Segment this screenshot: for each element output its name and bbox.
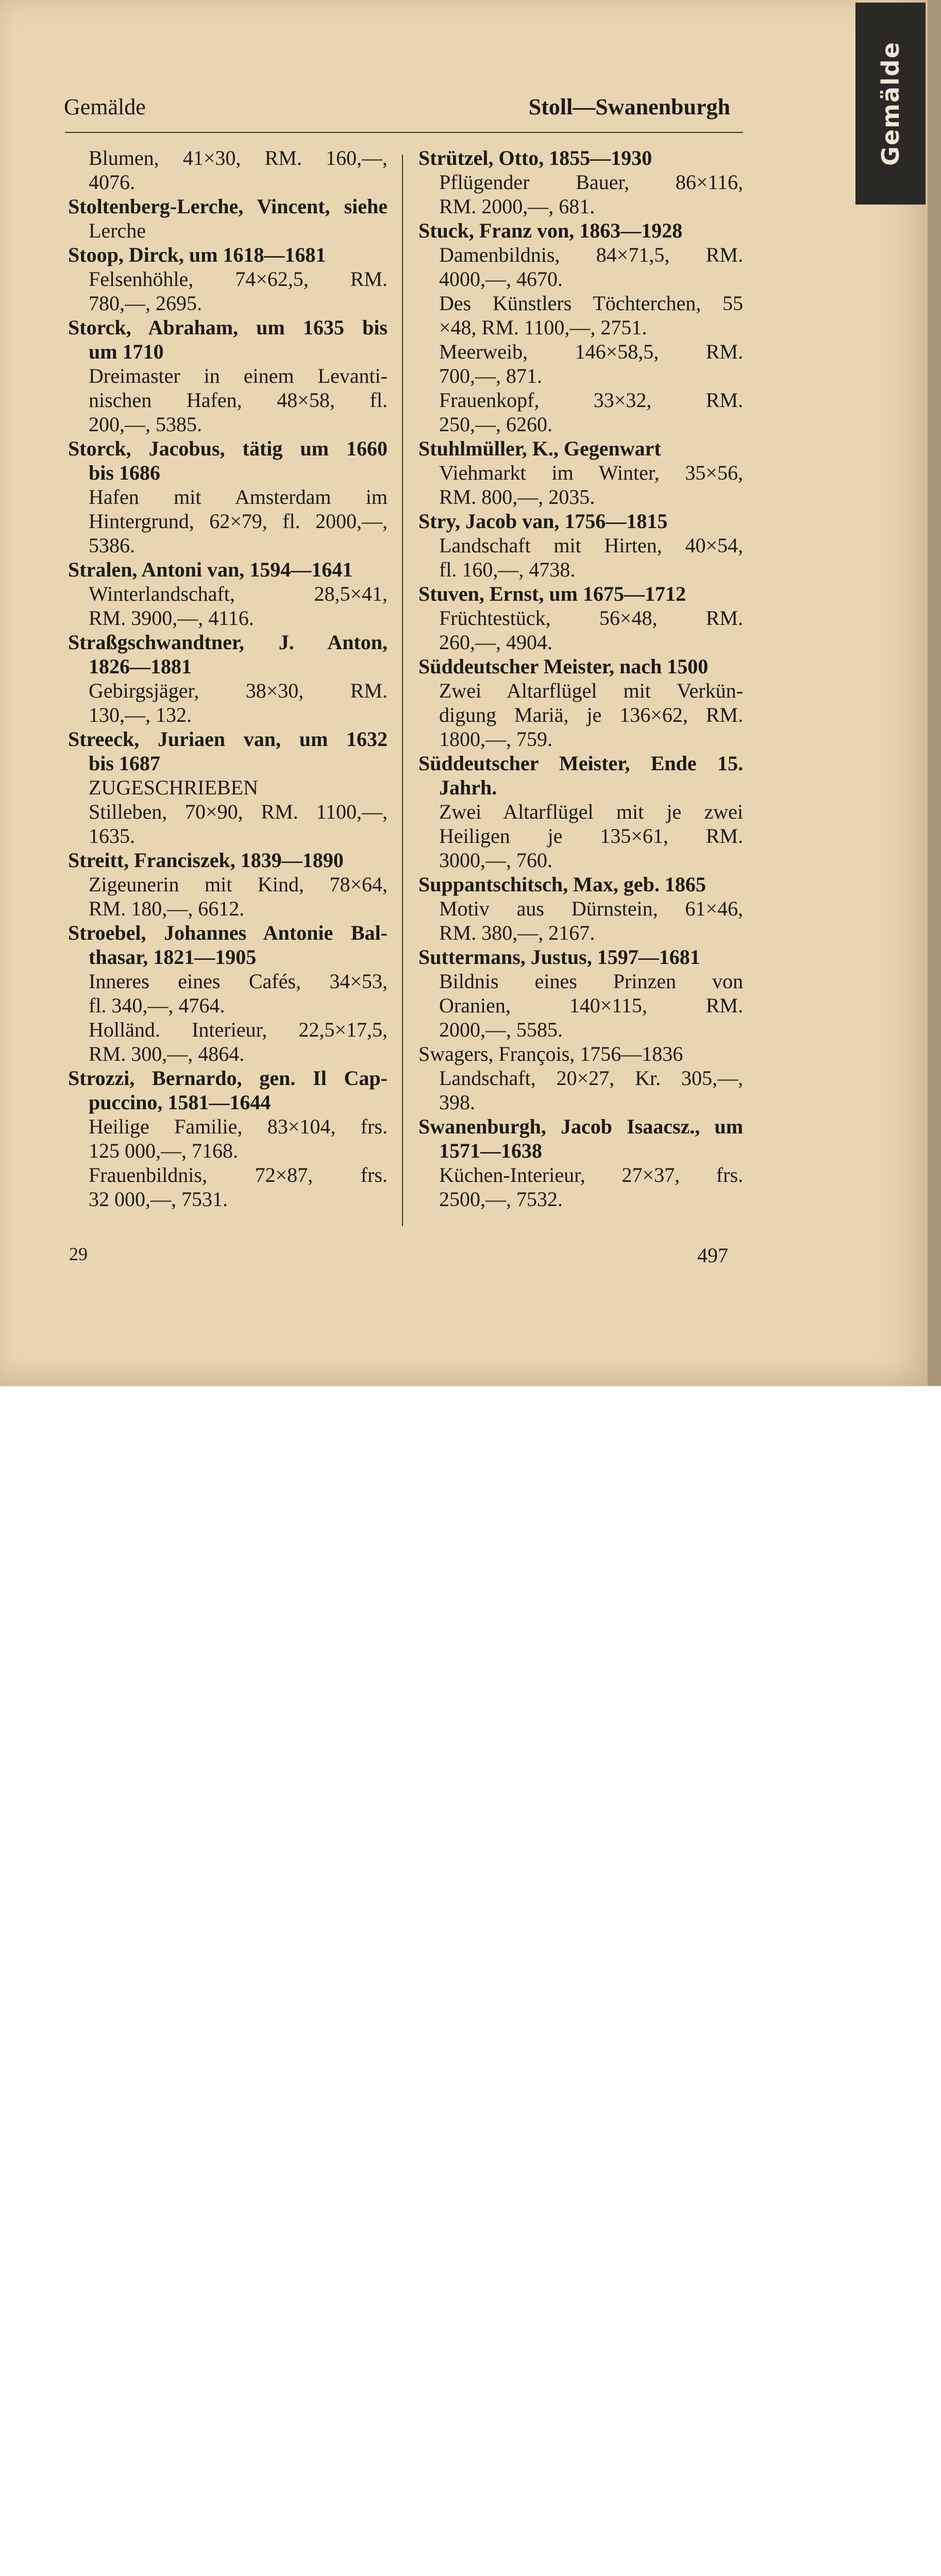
entry-detail-line: bis 1686 — [89, 461, 160, 484]
entry-detail-line: 700,—, 871. — [439, 364, 542, 387]
running-head-left: Gemälde — [64, 94, 146, 120]
entry-heading-line: Stoop, Dirck, um 1618—1681 — [68, 243, 326, 266]
entry-detail-line: 250,—, 6260. — [439, 413, 552, 436]
entry-heading-line: Strützel, Otto, 1855—1930 — [418, 146, 652, 170]
entry-detail-line: Gebirgsjäger, 38×30, RM. — [89, 679, 388, 702]
entry-heading-line: Stuhlmüller, K., Gegenwart — [418, 437, 661, 460]
signature-mark: 29 — [69, 1244, 88, 1264]
entry-detail-line: Pflügender Bauer, 86×116, — [439, 171, 743, 194]
entry-detail-line: 4000,—, 4670. — [439, 267, 563, 291]
entry-detail-line: Früchtestück, 56×48, RM. — [439, 606, 743, 630]
entry-detail-line: RM. 300,—, 4864. — [89, 1042, 245, 1065]
entry-detail-line: ZUGESCHRIEBEN — [89, 776, 258, 799]
entry-detail-line: Zigeunerin mit Kind, 78×64, — [89, 873, 388, 896]
entry-detail-line: 260,—, 4904. — [439, 631, 552, 654]
entry-detail-line: Zwei Altarflügel mit Verkün- — [439, 679, 743, 702]
entry-detail-line: Jahrh. — [439, 776, 497, 799]
entry-detail-line: 2500,—, 7532. — [439, 1188, 563, 1211]
entry-detail-line: um 1710 — [89, 340, 164, 363]
entry-detail-line: 1826—1881 — [89, 655, 192, 678]
entry-detail-line: Landschaft mit Hirten, 40×54, — [439, 534, 743, 557]
entry-detail-line: Oranien, 140×115, RM. — [439, 994, 743, 1017]
entry-detail-line: Blumen, 41×30, RM. 160,—, — [89, 146, 388, 170]
entry-detail-line: Winterlandschaft, 28,5×41, — [89, 582, 388, 605]
entry-detail-line: Hintergrund, 62×79, fl. 2000,—, — [89, 510, 388, 533]
entry-heading-line: Strozzi, Bernardo, gen. Il Cap- — [68, 1066, 388, 1090]
entry-heading-line: Streitt, Franciszek, 1839—1890 — [68, 849, 344, 872]
entry-detail-line: fl. 340,—, 4764. — [89, 994, 225, 1017]
entry-detail-line: 1571—1638 — [439, 1139, 542, 1162]
entry-detail-line: puccino, 1581—1644 — [89, 1091, 271, 1114]
entry-detail-line: Damenbildnis, 84×71,5, RM. — [439, 243, 743, 266]
entry-heading-line: Süddeutscher Meister, nach 1500 — [418, 655, 709, 678]
header-rule — [65, 132, 743, 133]
thumb-index-label: Gemälde — [877, 41, 904, 166]
page-number: 497 — [697, 1244, 728, 1267]
entry-heading-line: Stoltenberg-Lerche, Vincent, siehe — [68, 195, 388, 218]
entry-detail-line: Heiligen je 135×61, RM. — [439, 824, 743, 848]
entry-detail-line: Viehmarkt im Winter, 35×56, — [439, 461, 743, 484]
entry-detail-line: Hafen mit Amsterdam im — [89, 485, 388, 509]
entry-heading-line: Storck, Jacobus, tätig um 1660 — [68, 437, 388, 460]
entry-detail-line: RM. 180,—, 6612. — [89, 897, 245, 920]
entry-detail-line: Bildnis eines Prinzen von — [439, 970, 743, 993]
entry-detail-line: 398. — [439, 1091, 475, 1114]
entry-detail-line: 4076. — [89, 171, 135, 194]
entry-detail-line: ×48, RM. 1100,—, 2751. — [439, 316, 647, 339]
page-edge — [928, 0, 941, 1386]
entry-detail-line: Stilleben, 70×90, RM. 1100,—, — [89, 800, 388, 823]
entry-heading-line: Stralen, Antoni van, 1594—1641 — [68, 558, 353, 581]
entry-detail-line: 125 000,—, 7168. — [89, 1139, 238, 1162]
entry-detail-line: thasar, 1821—1905 — [89, 945, 257, 969]
entry-detail-line: Meerweib, 146×58,5, RM. — [439, 340, 743, 363]
entry-heading-line: Stry, Jacob van, 1756—1815 — [418, 510, 668, 533]
entry-detail-line: Dreimaster in einem Levanti- — [89, 364, 388, 387]
left-column — [68, 146, 388, 1211]
column-divider — [402, 155, 403, 1226]
entry-detail-line: 5386. — [89, 534, 135, 557]
entry-detail-line: 200,—, 5385. — [89, 413, 202, 436]
entry-detail-line: bis 1687 — [89, 752, 160, 775]
right-column — [418, 146, 743, 1211]
entry-heading-line: Swanenburgh, Jacob Isaacsz., um — [418, 1115, 743, 1138]
entry-detail-line: Landschaft, 20×27, Kr. 305,—, — [439, 1066, 743, 1090]
entry-detail-line: RM. 800,—, 2035. — [439, 485, 595, 509]
entry-detail-line: 2000,—, 5585. — [439, 1018, 563, 1041]
entry-detail-line: RM. 380,—, 2167. — [439, 921, 595, 944]
entry-detail-line: Holländ. Interieur, 22,5×17,5, — [89, 1018, 388, 1041]
entry-heading-line: Stroebel, Johannes Antonie Bal- — [68, 921, 388, 944]
running-head-right: Stoll—Swanenburgh — [528, 94, 730, 120]
entry-heading-line: Suppantschitsch, Max, geb. 1865 — [418, 873, 706, 896]
entry-detail-line: Heilige Familie, 83×104, frs. — [89, 1115, 388, 1138]
entry-heading-line: Süddeutscher Meister, Ende 15. — [418, 752, 743, 775]
thumb-index-tab — [855, 3, 926, 205]
entry-detail-line: nischen Hafen, 48×58, fl. — [89, 388, 388, 412]
entry-heading-line: Stuck, Franz von, 1863—1928 — [418, 219, 683, 242]
entry-detail-line: Des Künstlers Töchterchen, 55 — [439, 292, 743, 315]
entry-heading-line: Swagers, François, 1756—1836 — [418, 1042, 683, 1065]
entry-detail-line: Lerche — [89, 219, 146, 242]
entry-detail-line: Frauenkopf, 33×32, RM. — [439, 388, 743, 412]
entry-detail-line: digung Mariä, je 136×62, RM. — [439, 703, 743, 726]
entry-detail-line: fl. 160,—, 4738. — [439, 558, 576, 581]
entry-detail-line: Küchen-Interieur, 27×37, frs. — [439, 1163, 743, 1187]
entry-detail-line: 1800,—, 759. — [439, 727, 552, 751]
entry-heading-line: Storck, Abraham, um 1635 bis — [68, 316, 388, 339]
entry-detail-line: 3000,—, 760. — [439, 849, 552, 872]
entry-detail-line: RM. 3900,—, 4116. — [89, 606, 254, 630]
entry-detail-line: Felsenhöhle, 74×62,5, RM. — [89, 267, 388, 291]
entry-heading-line: Streeck, Juriaen van, um 1632 — [68, 727, 388, 751]
entry-detail-line: 130,—, 132. — [89, 703, 192, 726]
entry-detail-line: Inneres eines Cafés, 34×53, — [89, 970, 388, 993]
entry-detail-line: 32 000,—, 7531. — [89, 1188, 228, 1211]
entry-detail-line: 1635. — [89, 824, 135, 848]
entry-detail-line: RM. 2000,—, 681. — [439, 195, 595, 218]
entry-detail-line: 780,—, 2695. — [89, 292, 202, 315]
entry-detail-line: Frauenbildnis, 72×87, frs. — [89, 1163, 388, 1187]
viewer-bottom-bar — [0, 1386, 941, 1455]
entry-detail-line: Zwei Altarflügel mit je zwei — [439, 800, 743, 823]
entry-heading-line: Stuven, Ernst, um 1675—1712 — [418, 582, 686, 605]
entry-heading-line: Straßgschwandtner, J. Anton, — [68, 631, 388, 654]
entry-detail-line: Motiv aus Dürnstein, 61×46, — [439, 897, 743, 920]
entry-heading-line: Suttermans, Justus, 1597—1681 — [418, 945, 700, 969]
